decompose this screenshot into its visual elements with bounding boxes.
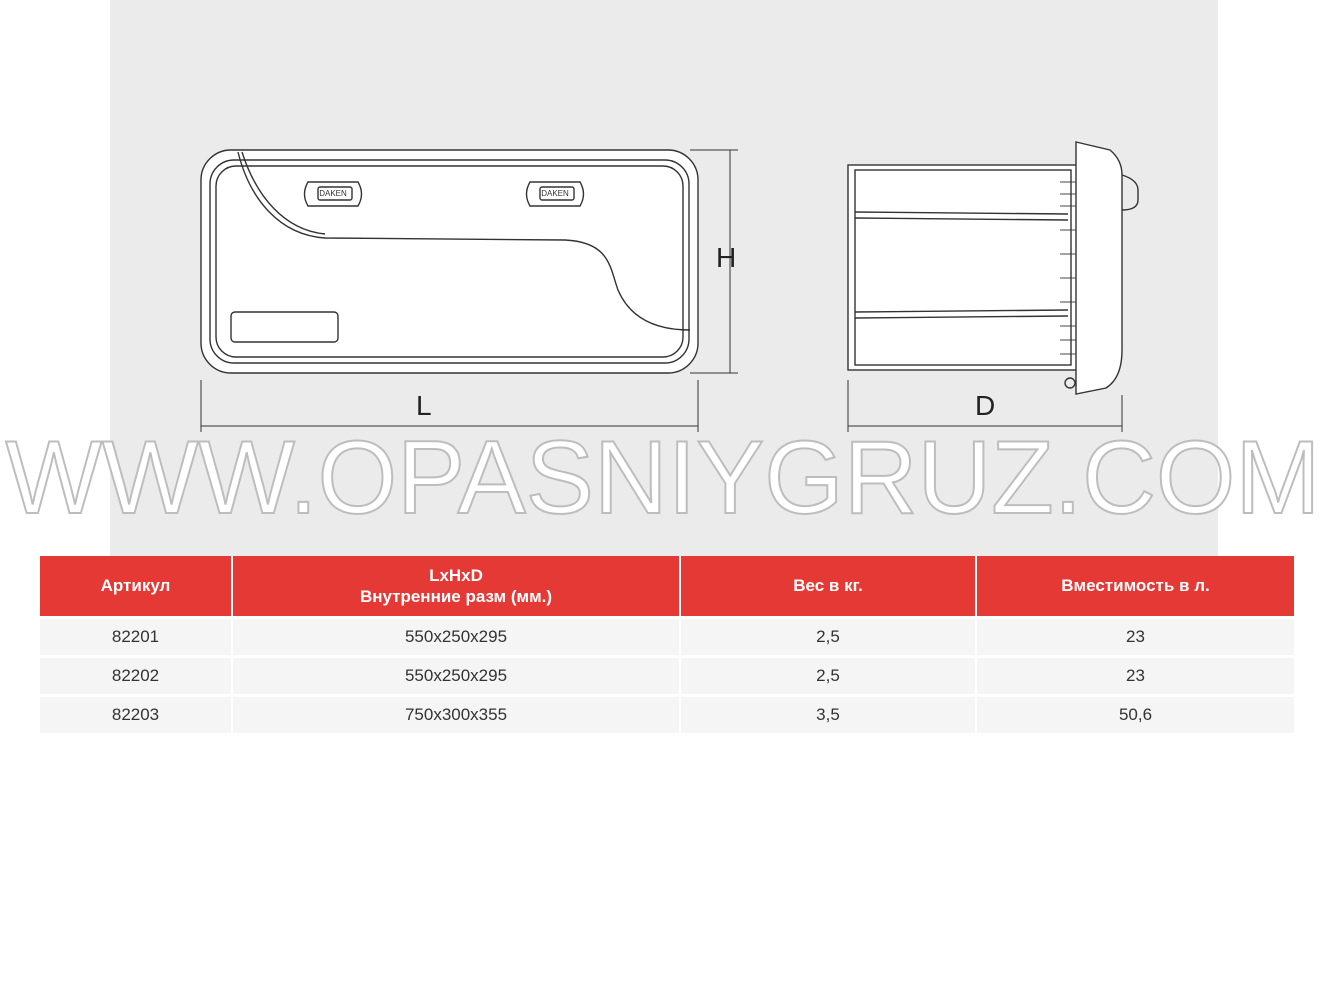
header-capacity: Вместимость в л.: [976, 556, 1294, 618]
table-row: [40, 618, 1294, 657]
cell-capacity: 23: [976, 657, 1294, 696]
spec-table: [40, 556, 1294, 733]
dimension-label-height: H: [716, 242, 737, 273]
cell-article: 82202: [40, 657, 232, 696]
watermark: [0, 428, 1327, 528]
table-row: [40, 696, 1294, 734]
side-view: [848, 142, 1138, 394]
cell-weight: 3,5: [680, 696, 976, 734]
cell-article: 82203: [40, 696, 232, 734]
header-article: Артикул: [40, 556, 232, 618]
dimension-label-depth: D: [975, 390, 996, 421]
header-size: [232, 556, 680, 618]
cell-size: 550x250x295: [232, 618, 680, 657]
cell-capacity: 23: [976, 618, 1294, 657]
table-header-row: [40, 556, 1294, 618]
cell-article: 82201: [40, 618, 232, 657]
dimension-label-length: L: [416, 390, 432, 421]
cell-weight: 2,5: [680, 657, 976, 696]
cell-size: 550x250x295: [232, 657, 680, 696]
cell-capacity: 50,6: [976, 696, 1294, 734]
table-row: [40, 657, 1294, 696]
brand-label-right: DAKEN: [541, 189, 569, 198]
header-size-line2: Внутренние разм (мм.): [359, 587, 553, 606]
brand-label-left: DAKEN: [319, 189, 347, 198]
header-weight: Вес в кг.: [680, 556, 976, 618]
watermark-text: WWW.OPASNIYGRUZ.COM: [5, 428, 1321, 528]
cell-size: 750x300x355: [232, 696, 680, 734]
cell-weight: 2,5: [680, 618, 976, 657]
header-size-line1: LxHxD: [429, 565, 483, 585]
front-view: [201, 150, 698, 373]
